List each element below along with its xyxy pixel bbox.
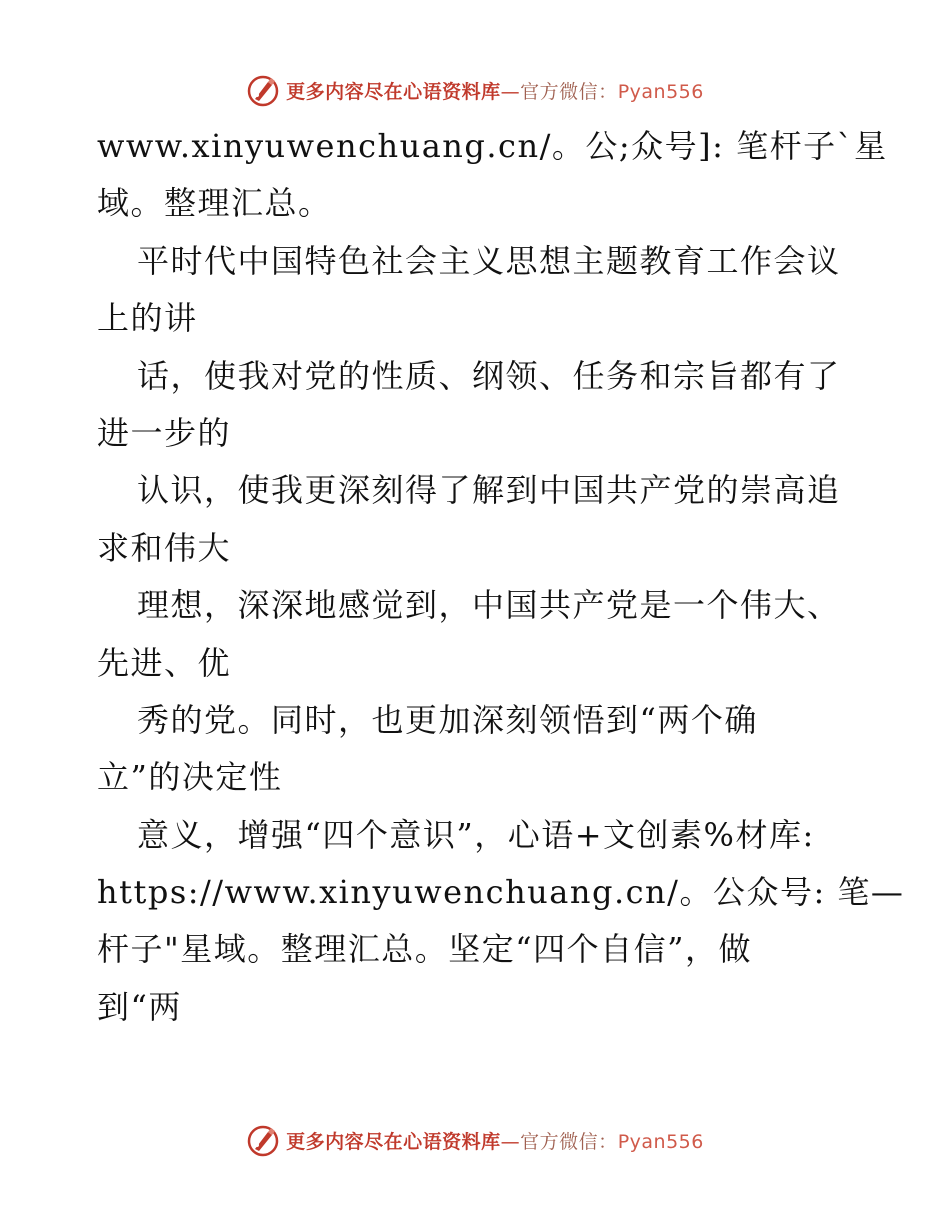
header-main-text: 更多内容尽在心语资料库 <box>286 80 501 103</box>
text-line: 到“两 <box>97 987 182 1026</box>
header-banner <box>0 70 950 110</box>
text-line: 进一步的 <box>97 413 232 452</box>
text-line: 上的讲 <box>97 299 198 338</box>
text-line: 平时代中国特色社会主义思想主题教育工作会议 <box>137 241 841 280</box>
footer-banner <box>0 1120 950 1160</box>
footer-wechat-label: 官方微信： <box>520 1130 618 1153</box>
text-line: 求和伟大 <box>97 528 232 567</box>
text-line: 域。整理汇总。 <box>97 184 332 223</box>
text-line: 先进、优 <box>97 643 232 682</box>
document-body <box>97 118 905 1036</box>
header-banner-inner <box>246 73 704 107</box>
pen-logo-icon <box>246 73 280 107</box>
text-line: 杆子"星域。整理汇总。坚定“四个自信”，做 <box>97 930 752 969</box>
text-line: 立”的决定性 <box>97 758 283 797</box>
footer-main-text: 更多内容尽在心语资料库 <box>286 1130 501 1153</box>
pen-logo-icon <box>246 1123 280 1157</box>
text-line: 意义，增强“四个意识”，心语+文创素%材库: <box>137 815 815 854</box>
footer-dash: — <box>500 1130 521 1153</box>
text-line: 理想，深深地感觉到，中国共产党是一个伟大、 <box>137 586 841 625</box>
header-wechat-label: 官方微信： <box>520 80 618 103</box>
text-line: www.xinyuwenchuang.cn/。公;众号]: 笔杆子`星 <box>97 127 888 165</box>
text-line: https://www.xinyuwenchuang.cn/。公众号: 笔— <box>97 873 905 912</box>
text-line: 认识，使我更深刻得了解到中国共产党的崇高追 <box>137 471 841 510</box>
header-dash: — <box>500 80 521 103</box>
text-line: 话，使我对党的性质、纲领、任务和宗旨都有了 <box>137 356 841 395</box>
text-line: 秀的党。同时，也更加深刻领悟到“两个确 <box>137 700 758 739</box>
header-wechat-id: Pyan556 <box>617 80 704 103</box>
footer-banner-inner <box>246 1123 704 1157</box>
footer-wechat-id: Pyan556 <box>617 1130 704 1153</box>
